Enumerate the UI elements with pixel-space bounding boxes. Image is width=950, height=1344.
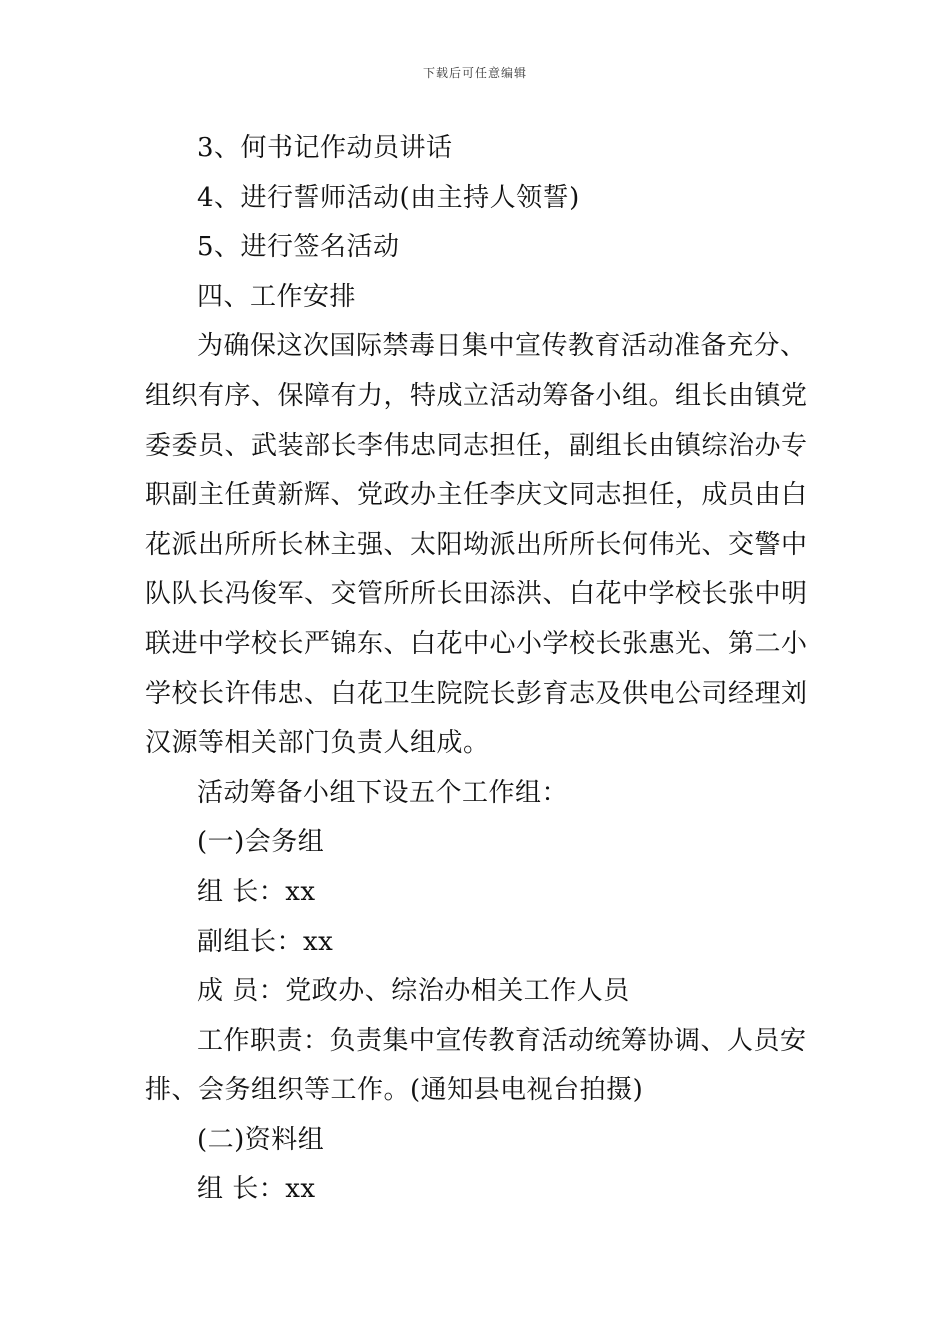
text-line: 工作职责：负责集中宣传教育活动统筹协调、人员安 <box>197 1025 807 1056</box>
text-line: 5、进行签名活动 <box>197 232 400 263</box>
text-line: 4、进行誓师活动(由主持人领誓) <box>197 182 580 213</box>
text-line: 汉源等相关部门负责人组成。 <box>145 728 490 759</box>
text-line: 职副主任黄新辉、党政办主任李庆文同志担任，成员由白 <box>145 480 808 511</box>
text-line: 委委员、武装部长李伟忠同志担任，副组长由镇综治办专 <box>145 430 808 461</box>
text-line: 组织有序、保障有力，特成立活动筹备小组。组长由镇党 <box>145 380 808 411</box>
text-line: 3、何书记作动员讲话 <box>197 133 453 163</box>
text-line: 花派出所所长林主强、太阳坳派出所所长何伟光、交警中 <box>145 529 808 560</box>
text-line: (二)资料组 <box>197 1124 325 1155</box>
text-line: 排、会务组织等工作。(通知县电视台拍摄) <box>145 1075 644 1106</box>
text-line: 组 长：xx <box>197 1174 316 1205</box>
text-line: (一)会务组 <box>197 827 325 858</box>
text-line: 四、工作安排 <box>197 281 357 312</box>
text-line: 队队长冯俊军、交管所所长田添洪、白花中学校长张中明 <box>145 579 808 610</box>
text-line: 学校长许伟忠、白花卫生院院长彭育志及供电公司经理刘 <box>145 678 808 709</box>
text-line: 为确保这次国际禁毒日集中宣传教育活动准备充分、 <box>197 331 807 362</box>
text-line: 活动筹备小组下设五个工作组： <box>197 777 569 808</box>
text-line: 副组长：xx <box>197 926 334 957</box>
text-line: 联进中学校长严锦东、白花中心小学校长张惠光、第二小 <box>145 628 808 659</box>
document-body <box>145 124 810 1215</box>
text-line: 成 员：党政办、综治办相关工作人员 <box>197 976 630 1007</box>
page-header: 下载后可任意编辑 <box>422 66 527 80</box>
text-line: 组 长：xx <box>197 876 316 907</box>
